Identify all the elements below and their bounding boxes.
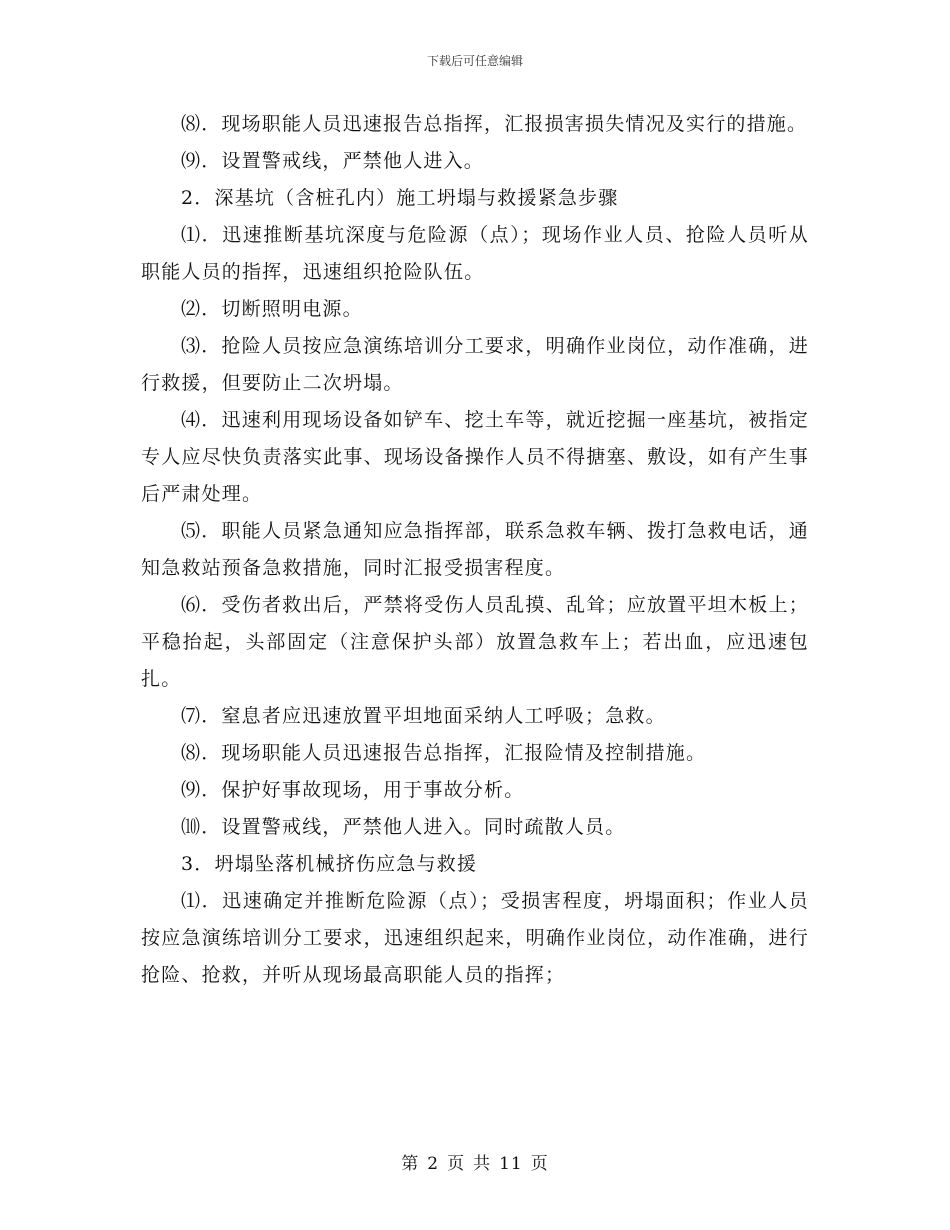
total-page-count: 11 [499, 1154, 523, 1174]
section-heading-3: 3．坍塌坠落机械挤伤应急与救援 [181, 853, 478, 875]
paragraph-5: ⑵．切断照明电源。 [181, 298, 363, 320]
footer-total-prefix: 共 [473, 1154, 492, 1174]
paragraph-15: ⑴．迅速确定并推断危险源（点）；受损害程度，坍塌面积；作业人员按应急演练培训分工要求，迅速组织起来，明确作业岗位，动作准确，进行抢险、抢救，并听从现场最高职能人员的指挥； [141, 890, 809, 986]
page-footer [0, 1152, 950, 1176]
paragraph-2: ⑼．设置警戒线，严禁他人进入。 [181, 150, 485, 172]
paragraph-9: ⑹．受伤者救出后，严禁将受伤人员乱摸、乱耸；应放置平坦木板上；平稳抬起，头部固定（注意保护头部）放置急救车上；若出血，应迅速包扎。 [141, 594, 809, 690]
paragraph-10: ⑺．窒息者应迅速放置平坦地面采纳人工呼吸；急救。 [181, 705, 666, 727]
section-heading-2: 2．深基坑（含桩孔内）施工坍塌与救援紧急步骤 [181, 187, 619, 209]
paragraph-12: ⑼．保护好事故现场，用于事故分析。 [181, 779, 525, 801]
paragraph-8: ⑸．职能人员紧急通知应急指挥部，联系急救车辆、拨打急救电话，通知急救站预备急救措施，同时汇报受损害程度。 [141, 520, 809, 579]
paragraph-1: ⑻．现场职能人员迅速报告总指挥，汇报损害损失情况及实行的措施。 [181, 113, 808, 135]
paragraph-13: ⑽．设置警戒线，严禁他人进入。同时疏散人员。 [181, 816, 626, 838]
paragraph-4: ⑴．迅速推断基坑深度与危险源（点）；现场作业人员、抢险人员听从职能人员的指挥，迅速组织抢险队伍。 [141, 224, 809, 283]
paragraph-11: ⑻．现场职能人员迅速报告总指挥，汇报险情及控制措施。 [181, 742, 707, 764]
footer-prefix: 第 [401, 1154, 420, 1174]
page-header: 下载后可任意编辑 [426, 54, 523, 68]
current-page-number: 2 [427, 1154, 440, 1174]
paragraph-7: ⑷．迅速利用现场设备如铲车、挖土车等，就近挖掘一座基坑，被指定专人应尽快负责落实此事、现场设备操作人员不得搪塞、敷设，如有产生事后严肃处理。 [141, 409, 809, 505]
document-body [141, 106, 809, 994]
paragraph-6: ⑶．抢险人员按应急演练培训分工要求，明确作业岗位，动作准确，进行救援，但要防止二次坍塌。 [141, 335, 809, 394]
footer-total-unit: 页 [530, 1154, 549, 1174]
footer-page-unit: 页 [447, 1154, 466, 1174]
